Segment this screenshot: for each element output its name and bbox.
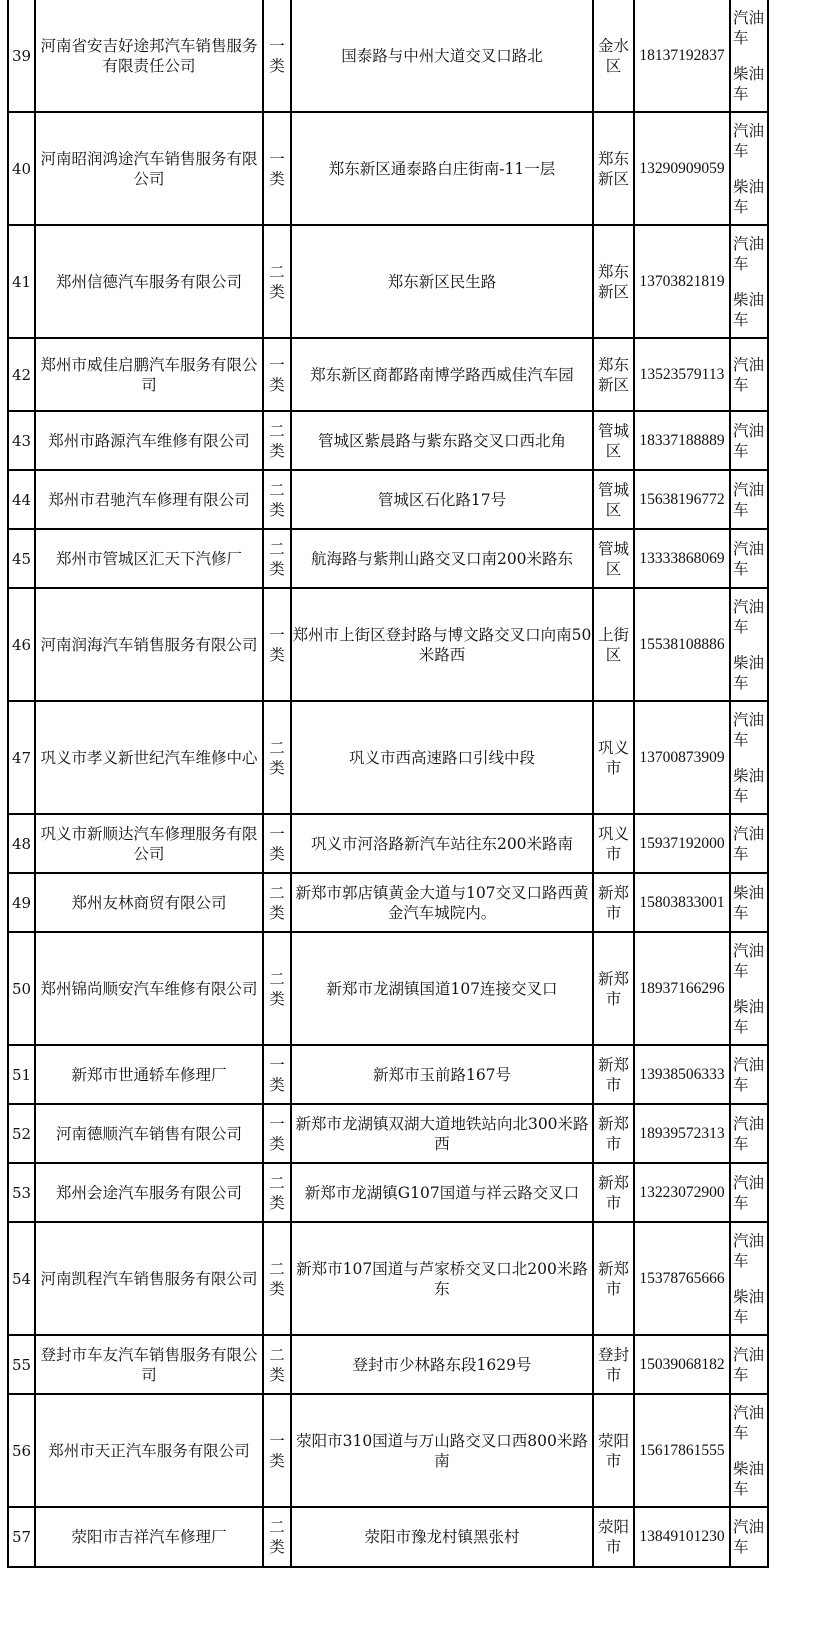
company-name: 巩义市新顺达汽车修理服务有限公司 [35,814,263,873]
repair-category: 一类 [263,112,291,225]
fuel-types [730,873,768,932]
row-number: 53 [8,1163,35,1222]
repair-category: 二类 [263,1507,291,1567]
fuel-type: 柴油车 [733,177,765,216]
district: 新郑市 [593,1104,634,1163]
fuel-type: 汽油车 [733,1173,765,1212]
repair-shop-table [7,0,769,1568]
phone-number: 15378765666 [634,1222,730,1335]
fuel-spacer [731,1271,767,1287]
repair-category: 二类 [263,470,291,529]
fuel-types [730,0,768,112]
row-number: 40 [8,112,35,225]
table-row [8,411,768,470]
district: 荥阳市 [593,1394,634,1507]
fuel-type: 汽油车 [733,824,765,863]
district: 新郑市 [593,932,634,1045]
fuel-types [730,1507,768,1567]
row-number: 56 [8,1394,35,1507]
company-address: 新郑市107国道与芦家桥交叉口北200米路东 [291,1222,593,1335]
district: 荥阳市 [593,1507,634,1567]
phone-number: 13849101230 [634,1507,730,1567]
phone-number: 13938506333 [634,1045,730,1104]
district: 管城区 [593,470,634,529]
row-number: 52 [8,1104,35,1163]
phone-number: 13523579113 [634,338,730,411]
fuel-types [730,588,768,701]
fuel-spacer [731,750,767,766]
table-row [8,1507,768,1567]
table-row [8,0,768,112]
phone-number: 18137192837 [634,0,730,112]
fuel-type: 汽油车 [733,539,765,578]
repair-category: 一类 [263,1104,291,1163]
repair-category: 二类 [263,411,291,470]
phone-number: 15617861555 [634,1394,730,1507]
repair-category: 一类 [263,1394,291,1507]
company-name: 新郑市世通轿车修理厂 [35,1045,263,1104]
fuel-type: 汽油车 [733,480,765,519]
table-body [8,0,768,1567]
company-address: 航海路与紫荆山路交叉口南200米路东 [291,529,593,588]
fuel-spacer [731,1443,767,1459]
table-row [8,112,768,225]
repair-category: 一类 [263,814,291,873]
company-name: 郑州市天正汽车服务有限公司 [35,1394,263,1507]
fuel-type: 汽油车 [733,1518,765,1556]
table-row [8,529,768,588]
table-row [8,1163,768,1222]
fuel-type: 柴油车 [733,766,765,805]
company-name: 河南凯程汽车销售服务有限公司 [35,1222,263,1335]
fuel-types [730,814,768,873]
row-number: 54 [8,1222,35,1335]
fuel-spacer [731,274,767,290]
company-address: 国泰路与中州大道交叉口路北 [291,0,593,112]
company-address: 郑东新区民生路 [291,225,593,338]
company-address: 管城区石化路17号 [291,470,593,529]
row-number: 42 [8,338,35,411]
table-row [8,932,768,1045]
district: 上街区 [593,588,634,701]
repair-category: 一类 [263,0,291,112]
fuel-types [730,112,768,225]
fuel-type: 汽油车 [733,1231,765,1270]
row-number: 49 [8,873,35,932]
phone-number: 15803833001 [634,873,730,932]
company-name: 荥阳市吉祥汽车修理厂 [35,1507,263,1567]
fuel-types [730,225,768,338]
district: 郑东新区 [593,225,634,338]
company-name: 河南省安吉好途邦汽车销售服务有限责任公司 [35,0,263,112]
company-address: 新郑市龙湖镇国道107连接交叉口 [291,932,593,1045]
phone-number: 15538108886 [634,588,730,701]
fuel-type: 柴油车 [733,883,765,922]
row-number: 57 [8,1507,35,1567]
repair-category: 二类 [263,873,291,932]
company-address: 管城区紫晨路与紫东路交叉口西北角 [291,411,593,470]
fuel-spacer [731,48,767,64]
company-address: 荥阳市豫龙村镇黑张村 [291,1507,593,1567]
fuel-types [730,1335,768,1394]
table-row [8,1045,768,1104]
district: 新郑市 [593,1163,634,1222]
repair-category: 二类 [263,1335,291,1394]
company-name: 郑州友林商贸有限公司 [35,873,263,932]
fuel-spacer [731,981,767,997]
company-address: 郑东新区商都路南博学路西威佳汽车园 [291,338,593,411]
company-address: 新郑市玉前路167号 [291,1045,593,1104]
fuel-type: 柴油车 [733,1287,765,1326]
row-number: 44 [8,470,35,529]
company-address: 新郑市龙湖镇双湖大道地铁站向北300米路西 [291,1104,593,1163]
row-number: 47 [8,701,35,814]
fuel-spacer [731,637,767,653]
phone-number: 13703821819 [634,225,730,338]
table-row [8,588,768,701]
district: 郑东新区 [593,112,634,225]
company-name: 河南润海汽车销售服务有限公司 [35,588,263,701]
table-row [8,873,768,932]
fuel-type: 汽油车 [733,1403,765,1442]
fuel-type: 汽油车 [733,710,765,749]
company-name: 巩义市孝义新世纪汽车维修中心 [35,701,263,814]
fuel-type: 柴油车 [733,653,765,692]
repair-category: 一类 [263,338,291,411]
fuel-type: 汽油车 [733,355,765,394]
district: 新郑市 [593,1045,634,1104]
phone-number: 15039068182 [634,1335,730,1394]
row-number: 41 [8,225,35,338]
fuel-types [730,1045,768,1104]
fuel-type: 汽油车 [733,121,765,160]
company-address: 登封市少林路东段1629号 [291,1335,593,1394]
district: 巩义市 [593,814,634,873]
district: 登封市 [593,1335,634,1394]
district: 新郑市 [593,873,634,932]
district: 金水区 [593,0,634,112]
phone-number: 13700873909 [634,701,730,814]
repair-category: 二类 [263,1222,291,1335]
table-row [8,338,768,411]
table-row [8,1222,768,1335]
company-name: 登封市车友汽车销售服务有限公司 [35,1335,263,1394]
fuel-types [730,338,768,411]
row-number: 43 [8,411,35,470]
fuel-type: 汽油车 [733,597,765,636]
company-address: 荥阳市310国道与万山路交叉口西800米路南 [291,1394,593,1507]
row-number: 48 [8,814,35,873]
repair-category: 二类 [263,529,291,588]
phone-number: 13333868069 [634,529,730,588]
district: 管城区 [593,529,634,588]
phone-number: 15638196772 [634,470,730,529]
company-name: 郑州会途汽车服务有限公司 [35,1163,263,1222]
fuel-types [730,470,768,529]
repair-category: 一类 [263,588,291,701]
company-address: 新郑市郭店镇黄金大道与107交叉口路西黄金汽车城院内。 [291,873,593,932]
phone-number: 18337188889 [634,411,730,470]
company-name: 郑州市管城区汇天下汽修厂 [35,529,263,588]
fuel-types [730,529,768,588]
fuel-types [730,1163,768,1222]
company-name: 河南昭润鸿途汽车销售服务有限公司 [35,112,263,225]
district: 巩义市 [593,701,634,814]
company-address: 郑东新区通泰路白庄街南-11一层 [291,112,593,225]
fuel-type: 汽油车 [733,1345,765,1384]
fuel-types [730,932,768,1045]
row-number: 39 [8,0,35,112]
phone-number: 18937166296 [634,932,730,1045]
fuel-type: 汽油车 [733,234,765,273]
fuel-type: 柴油车 [733,1459,765,1498]
row-number: 46 [8,588,35,701]
district: 郑东新区 [593,338,634,411]
company-name: 郑州市路源汽车维修有限公司 [35,411,263,470]
repair-category: 二类 [263,701,291,814]
table-row [8,701,768,814]
phone-number: 13223072900 [634,1163,730,1222]
table-row [8,470,768,529]
district: 管城区 [593,411,634,470]
company-name: 郑州信德汽车服务有限公司 [35,225,263,338]
fuel-types [730,1104,768,1163]
company-name: 河南德顺汽车销售有限公司 [35,1104,263,1163]
row-number: 50 [8,932,35,1045]
district: 新郑市 [593,1222,634,1335]
fuel-types [730,701,768,814]
phone-number: 13290909059 [634,112,730,225]
phone-number: 18939572313 [634,1104,730,1163]
fuel-types [730,1394,768,1507]
fuel-type: 汽油车 [733,421,765,460]
fuel-types [730,1222,768,1335]
company-name: 郑州锦尚顺安汽车维修有限公司 [35,932,263,1045]
row-number: 51 [8,1045,35,1104]
company-name: 郑州市威佳启鹏汽车服务有限公司 [35,338,263,411]
company-address: 巩义市西高速路口引线中段 [291,701,593,814]
fuel-types [730,411,768,470]
repair-category: 二类 [263,1163,291,1222]
table-row [8,1335,768,1394]
repair-category: 二类 [263,225,291,338]
table-row [8,1394,768,1507]
table-row [8,225,768,338]
fuel-type: 汽油车 [733,1055,765,1094]
fuel-type: 柴油车 [733,997,765,1036]
repair-category: 二类 [263,932,291,1045]
company-address: 新郑市龙湖镇G107国道与祥云路交叉口 [291,1163,593,1222]
row-number: 45 [8,529,35,588]
company-name: 郑州市君驰汽车修理有限公司 [35,470,263,529]
company-address: 巩义市河洛路新汽车站往东200米路南 [291,814,593,873]
repair-category: 一类 [263,1045,291,1104]
fuel-type: 汽油车 [733,1114,765,1153]
company-address: 郑州市上街区登封路与博文路交叉口向南50米路西 [291,588,593,701]
fuel-type: 汽油车 [733,941,765,980]
table-row [8,814,768,873]
fuel-spacer [731,161,767,177]
fuel-type: 汽油车 [733,8,765,47]
fuel-type: 柴油车 [733,290,765,329]
row-number: 55 [8,1335,35,1394]
fuel-type: 柴油车 [733,64,765,103]
phone-number: 15937192000 [634,814,730,873]
table-row [8,1104,768,1163]
